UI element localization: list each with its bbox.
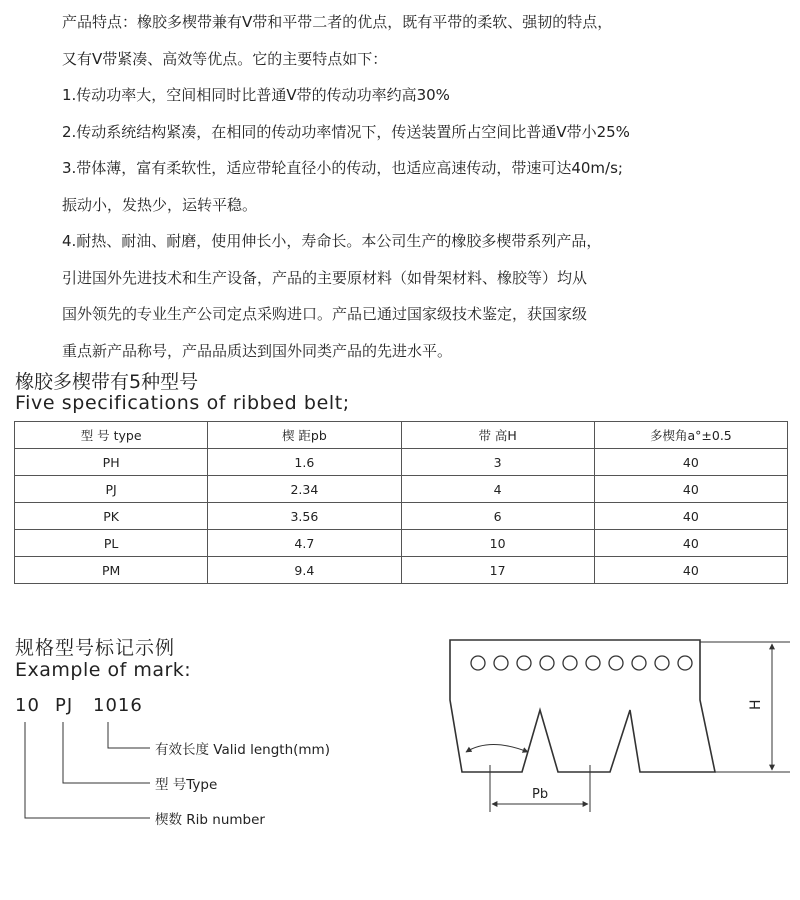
mark-label-ribs: 楔数 Rib number: [155, 812, 265, 828]
cell-type: PM: [15, 557, 208, 584]
spec-title-en: Five specifications of ribbed belt;: [15, 392, 350, 414]
cell-height: 3: [401, 449, 594, 476]
pitch-label: Pb: [532, 787, 549, 802]
cell-height: 4: [401, 476, 594, 503]
cord-hole: [540, 656, 554, 670]
feature-line: 又有V带紧凑、高效等优点。它的主要特点如下：: [62, 49, 388, 68]
header-angle: 多楔角a°±0.5: [594, 422, 787, 449]
cell-pitch: 3.56: [208, 503, 401, 530]
cell-angle: 40: [594, 530, 787, 557]
cell-type: PK: [15, 503, 208, 530]
mark-code-ribs: 10: [15, 695, 40, 716]
feature-line: 3.带体薄，富有柔软性，适应带轮直径小的传动，也适应高速传动，带速可达40m/s;: [62, 159, 623, 177]
height-label: H: [748, 699, 764, 710]
cord-hole: [517, 656, 531, 670]
header-type: 型 号 type: [15, 422, 208, 449]
cord-hole: [678, 656, 692, 670]
feature-line: 振动小，发热少，运转平稳。: [62, 195, 258, 214]
cell-height: 10: [401, 530, 594, 557]
cell-pitch: 2.34: [208, 476, 401, 503]
cord-hole: [632, 656, 646, 670]
mark-label-type: 型 号Type: [155, 777, 218, 793]
feature-line: 引进国外先进技术和生产设备，产品的主要原材料（如骨架材料、橡胶等）均从: [62, 268, 588, 287]
feature-line: 产品特点：橡胶多楔带兼有V带和平带二者的优点，既有平带的柔软、强韧的特点，: [62, 13, 613, 31]
cell-type: PJ: [15, 476, 208, 503]
cell-pitch: 1.6: [208, 449, 401, 476]
feature-line: 2.传动系统结构紧凑，在相同的传动功率情况下，传送装置所占空间比普通V带小25%: [62, 122, 630, 141]
cord-hole: [586, 656, 600, 670]
cell-angle: 40: [594, 476, 787, 503]
cell-angle: 40: [594, 449, 787, 476]
mark-label-length: 有效长度 Valid length(mm): [155, 742, 330, 758]
cell-angle: 40: [594, 557, 787, 584]
cell-type: PH: [15, 449, 208, 476]
mark-code-length: 1016: [93, 695, 143, 716]
cord-hole: [471, 656, 485, 670]
mark-title-en: Example of mark:: [15, 659, 192, 681]
header-height: 带 高H: [401, 422, 594, 449]
cell-height: 17: [401, 557, 594, 584]
feature-line: 4.耐热、耐油、耐磨，使用伸长小，寿命长。本公司生产的橡胶多楔带系列产品，: [62, 232, 602, 250]
spec-title-cn: 橡胶多楔带有5种型号: [15, 371, 199, 393]
cord-hole: [655, 656, 669, 670]
cell-pitch: 4.7: [208, 530, 401, 557]
feature-line: 重点新产品称号，产品品质达到国外同类产品的先进水平。: [62, 341, 453, 360]
mark-code-type: PJ: [55, 695, 74, 716]
cord-hole: [563, 656, 577, 670]
feature-line: 国外领先的专业生产公司定点采购进口。产品已通过国家级技术鉴定，获国家级: [62, 305, 588, 323]
wedge-angle-arc: [466, 745, 528, 753]
mark-title-cn: 规格型号标记示例: [15, 637, 176, 659]
feature-line: 1.传动功率大，空间相同时比普通V带的传动功率约高30%: [62, 86, 450, 104]
cell-type: PL: [15, 530, 208, 557]
header-pitch: 楔 距pb: [208, 422, 401, 449]
cord-holes: [471, 656, 692, 670]
belt-outline: [450, 640, 715, 772]
cell-height: 6: [401, 503, 594, 530]
cord-hole: [494, 656, 508, 670]
cell-angle: 40: [594, 503, 787, 530]
cell-pitch: 9.4: [208, 557, 401, 584]
cord-hole: [609, 656, 623, 670]
